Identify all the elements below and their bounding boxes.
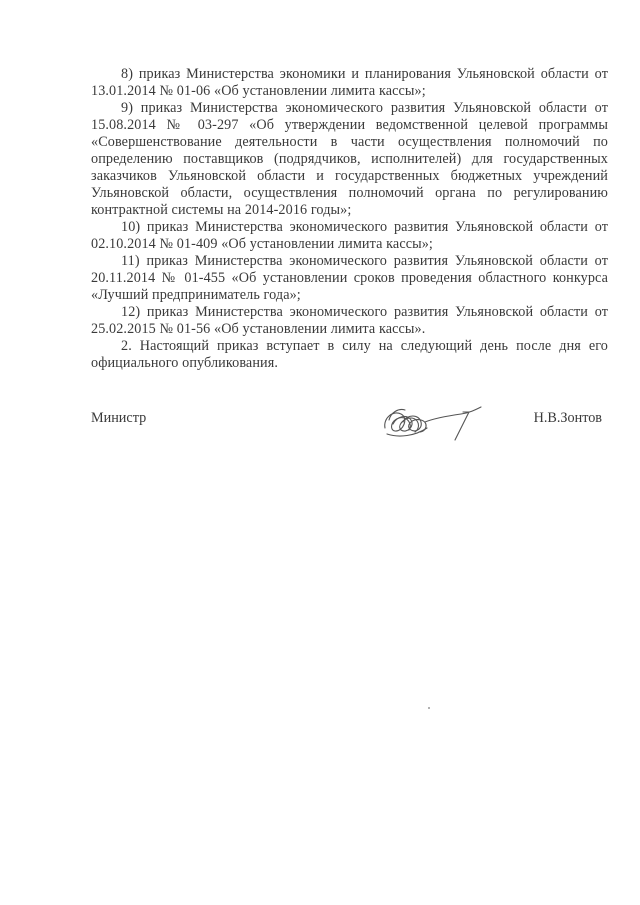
list-item-11: 11) приказ Министерства экономического развития Ульяновской области от 20.11.2014 № 01-455 «Об установлении сроков проведения областного конкурса «Лучший предприниматель года»; [91,253,608,303]
signature-block [91,398,608,448]
list-item-9: 9) приказ Министерства экономического развития Ульяновской области от 15.08.2014 № 03-297 «Об утверждении ведомственной целевой программы «Совершенствование деятельности в части осуществления полномочий по определению поставщиков (подрядчиков, исполнителей) для государственных заказчиков Ульяновской области и государственных бюджетных учреждений Ульяновской области, осуществления полномочий органа по регулированию контрактной системы на 2014-2016 годы»; [91,100,608,218]
signer-title: Министр [91,410,147,426]
document-body [91,66,608,372]
effective-date-clause: 2. Настоящий приказ вступает в силу на следующий день после дня его официального опубликования. [91,338,608,371]
list-item-8: 8) приказ Министерства экономики и планирования Ульяновской области от 13.01.2014 № 01-06 «Об установлении лимита кассы»; [91,66,608,99]
list-item-10: 10) приказ Министерства экономического развития Ульяновской области от 02.10.2014 № 01-409 «Об установлении лимита кассы»; [91,219,608,252]
scan-speck [428,707,430,709]
handwritten-signature [379,398,489,444]
signer-name: Н.В.Зонтов [533,410,602,426]
list-item-12: 12) приказ Министерства экономического развития Ульяновской области от 25.02.2015 № 01-56 «Об установлении лимита кассы». [91,304,608,337]
